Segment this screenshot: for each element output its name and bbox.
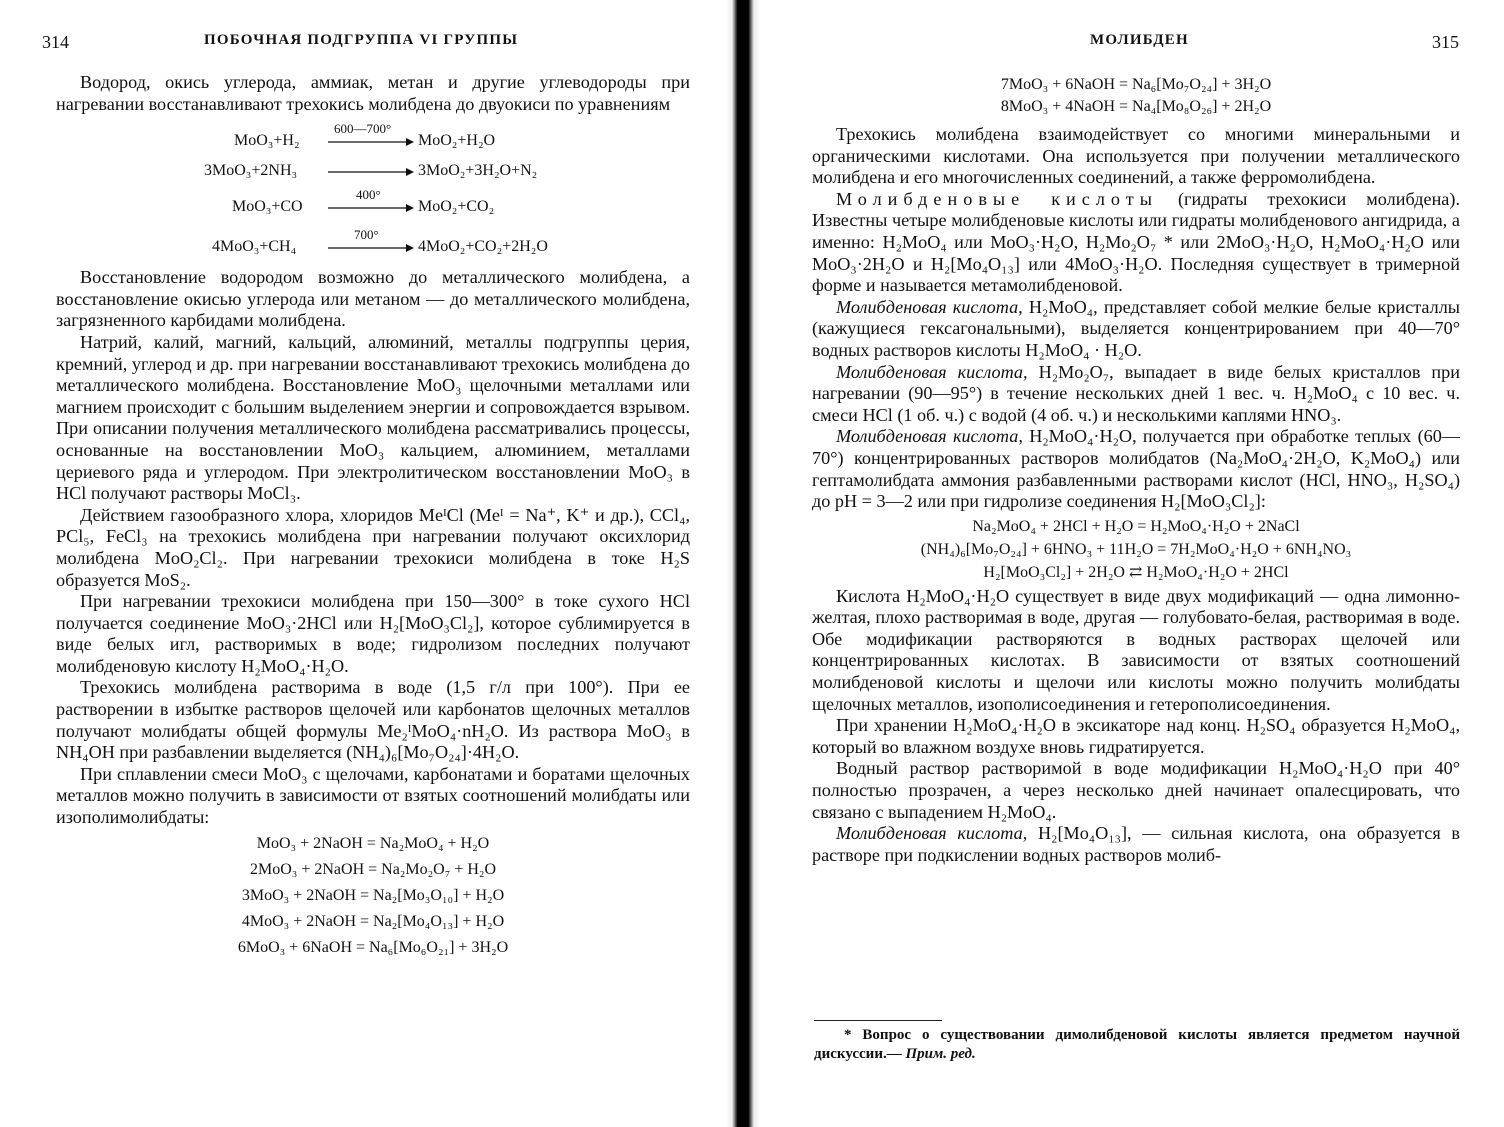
reaction-left: MoO₃+CO [232,198,303,216]
italic-term: Молибденовая кислота, [836,296,1023,317]
paragraph: При хранении H₂MoO₄·H₂O в эксикаторе над конц. H₂SO₄ образуется H₂MoO₄, который во влажном воздухе вновь гидратируется. [812,715,1460,757]
paragraph: Водород, окись углерода, аммиак, метан и другие углеводороды при нагревании восстанавливают трехокись молибдена до двуокиси по уравнениям [56,72,690,114]
equation-list [56,831,690,961]
paragraph: При сплавлении смеси MoO₃ с щелочами, карбонатами и боратами щелочных металлов можно получить в зависимости от взятых соотношений молибдаты или изополимолибдаты: [56,763,690,828]
reaction-right: MoO₂+CO₂ [418,198,495,216]
italic-term: Молибденовая кислота, [836,361,1028,382]
equation: 6MoO₃ + 6NaOH = Na₆[Mo₆O₂₁] + 3H₂O [237,938,509,956]
paragraph-body: H₂[Mo₄O₁₃], — сильная кислота, она образуется в растворе при подкислении водных растворов молиб- [812,823,1461,865]
book-spine [726,0,760,1127]
running-head: ПОБОЧНАЯ ПОДГРУППА VI ГРУППЫ [204,32,519,48]
reaction-right: 3MoO₂+3H₂O+N₂ [418,162,538,180]
paragraph: Водный раствор растворимой в воде модификации H₂MoO₄·H₂O при 40° полностью прозрачен, а через несколько дней начинает опалесцировать, что связано с выпадением H₂MoO₄. [812,758,1460,822]
paragraph [812,189,1460,297]
paragraph: Натрий, калий, магний, кальций, алюминий, металлы подгруппы церия, кремний, углерод и др. при нагревании восстанавливают трехокись молибдена до металлического молибдена. Восстановление MoO₃ щелочными металлами или магнием происходит с большим выделением энергии и сопровождается взрывом. При описании получения металлического молибдена рассматривались процессы, основанные на восстановлении MoO₃ кальцием, алюминием, металлами цериевого ряда и углеродом. При электролитическом восстановлении MoO₃ в HCl получают растворы MoCl₃. [56,331,690,504]
reaction-right: 4MoO₂+CO₂+2H₂O [418,238,548,256]
page-number: 314 [42,32,69,52]
paragraph [812,297,1460,362]
footnote-editor-note: Прим. ред. [905,1046,976,1062]
equation: (NH₄)₆[Mo₇O₂₄] + 6HNO₃ + 11H₂O = 7H₂MoO₄·H₂O + 6NH₄NO₃ [920,540,1352,558]
reaction-condition: 700° [354,227,379,243]
reaction-condition: 600—700° [334,121,392,137]
paragraph [812,823,1460,866]
footnote-text: * Вопрос о существовании димолибденовой кислоты является предметом научной дискуссии.— [814,1027,1460,1062]
footnote-rule [814,1020,942,1021]
right-page [760,0,1504,1127]
paragraph-body: (гидраты трехокиси молибдена). Известны четыре молибденовые кислоты или гидраты молибденового ангидрида, а именно: H₂MoO₄ или MoO₃·H₂O, H₂Mo₂O₇ * или 2MoO₃·H₂O, H₂MoO₄·H₂O или MoO₃·2H₂O и H₂[Mo₄O₁₃] или 4MoO₃·H₂O. Последняя существует в тримерной форме и называется метамолибденовой. [812,188,1460,296]
equation: 7MoO₃ + 6NaOH = Na₆[Mo₇O₂₄] + 3H₂O [1000,76,1272,93]
reaction-right: MoO₂+H₂O [418,132,496,150]
reaction-left: 3MoO₃+2NH₃ [204,162,298,180]
left-page [0,0,726,1127]
page-number: 315 [1432,32,1459,52]
paragraph: Действием газообразного хлора, хлоридов MeᴵCl (Meᴵ = Na⁺, K⁺ и др.), CCl₄, PCl₅, FeCl₃ на трехокись молибдена при нагревании получают оксихлорид молибдена MoO₂Cl₂. При нагревании трехокиси молибдена в токе H₂S образуется MoS₂. [56,504,690,590]
footnote [814,1026,1460,1064]
equation: 3MoO₃ + 2NaOH = Na₂[Mo₃O₁₀] + H₂O [241,886,505,904]
paragraph: Трехокись молибдена растворима в воде (1,5 г/л при 100°). При ее растворении в избытке растворов щелочей или карбонатов щелочных металлов получают молибдаты общей формулы Me₂ᴵMoO₄·nH₂O. Из раствора MoO₃ в NH₄OH при разбавлении выделяется (NH₄)₆[Mo₇O₂₄]·4H₂O. [56,677,690,763]
equation-list [812,74,1460,118]
paragraph [812,426,1460,512]
equation: MoO₃ + 2NaOH = Na₂MoO₄ + H₂O [256,834,490,852]
right-text-block [812,74,1460,866]
paragraph-body: H₂Mo₂O₇, выпадает в виде белых кристаллов при нагревании (90—95°) в течение нескольких дней 1 вес. ч. H₂MoO₄ с 10 вес. ч. смеси HCl (1 об. ч.) с водой (4 об. ч.) и несколькими каплями HNO₃. [812,361,1460,425]
equation: 8MoO₃ + 4NaOH = Na₄[Mo₈O₂₆] + 2H₂O [1000,98,1272,115]
paragraph: Кислота H₂MoO₄·H₂O существует в виде двух модификаций — одна лимонно-желтая, плохо растворимая в воде, другая — голубовато-белая, растворимая в воде. Обе модификации растворяются в водных растворах щелочей или концентрированных кислотах. В зависимости от взятых соотношений молибденовой кислоты и щелочи или кислоты можно получить молибдаты щелочных металлов, изополисоединения и гетерополисоединения. [812,585,1460,714]
reaction-condition: 400° [356,187,381,203]
paragraph-body: H₂MoO₄·H₂O, получается при обработке теплых (60—70°) концентрированных растворов молибдатов (Na₂MoO₄·2H₂O, K₂MoO₄) или гептамолибдата аммония разбавленными растворами кислот (HCl, HNO₃, H₂SO₄) до pH = 3—2 или при гидролизе соединения H₂[MoO₃Cl₂]: [812,426,1460,512]
equation: H₂[MoO₃Cl₂] + 2H₂O ⇄ H₂MoO₄·H₂O + 2HCl [983,563,1289,581]
spaced-term: Молибденовые кислоты [836,188,1158,209]
paragraph-body: H₂MoO₄, представляет собой мелкие белые кристаллы (кажущиеся гексагональными), выделяется концентрированием при 40—70° водных растворов кислоты H₂MoO₄ · H₂O. [812,296,1461,360]
equation: Na₂MoO₄ + 2HCl + H₂O = H₂MoO₄·H₂O + 2NaCl [972,517,1300,535]
italic-term: Молибденовая кислота, [836,426,1023,447]
paragraph [812,362,1460,427]
reaction-scheme [56,115,690,263]
italic-term: Молибденовая кислота, [836,823,1028,844]
reaction-left: MoO₃+H₂ [234,132,300,150]
equation-list [812,515,1460,584]
running-head: МОЛИБДЕН [1090,32,1189,48]
reaction-left: 4MoO₃+CH₄ [212,238,297,256]
paragraph: Восстановление водородом возможно до металлического молибдена, а восстановление окисью углерода или метаном — до металлического молибдена, загрязненного карбидами молибдена. [56,267,690,331]
paragraph: При нагревании трехокиси молибдена при 150—300° в токе сухого HCl получается соединение MoO₃·2HCl или H₂[MoO₃Cl₂], которое сублимируется в виде белых игл, растворимых в воде; гидролизом последних получают молибденовую кислоту H₂MoO₄·H₂O. [56,591,690,676]
paragraph: Трехокись молибдена взаимодействует со многими минеральными и органическими кислотами. Она используется при получении металлического молибдена и его многочисленных соединений, а также ферромолибдена. [812,124,1460,188]
equation: 2MoO₃ + 2NaOH = Na₂Mo₂O₇ + H₂O [249,860,497,878]
equation: 4MoO₃ + 2NaOH = Na₂[Mo₄O₁₃] + H₂O [241,912,505,930]
left-text-block [56,72,690,963]
